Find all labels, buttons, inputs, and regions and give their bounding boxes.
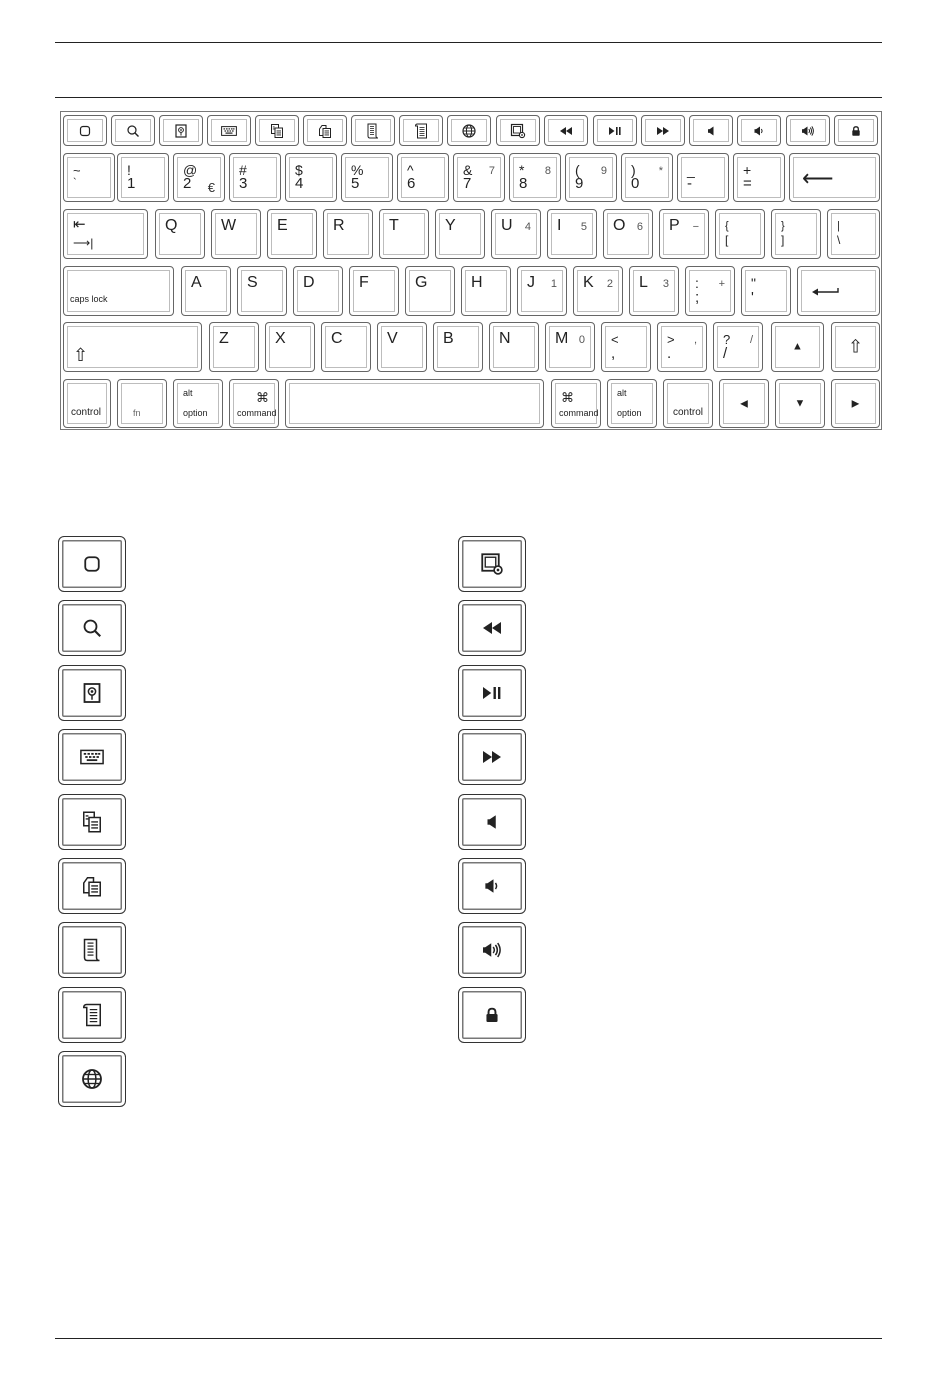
key-a[interactable]: [181, 266, 231, 316]
key-bottom-label: \: [837, 233, 841, 247]
return-arrow-icon: [812, 285, 840, 300]
key-bottom-label: -: [687, 175, 692, 192]
key-letter-label: U: [501, 217, 513, 234]
legend-volume-down-key: [458, 858, 526, 914]
key-letter-label: F: [359, 274, 369, 291]
fn-key-play-pause[interactable]: [593, 115, 637, 146]
key-s[interactable]: [237, 266, 287, 316]
key-k[interactable]: [573, 266, 623, 316]
key-semicolon[interactable]: [685, 266, 735, 316]
key-6[interactable]: [397, 153, 449, 202]
arrow-right-key[interactable]: [831, 379, 880, 428]
legend-play-pause-key: [458, 665, 526, 721]
legend-lock-key: [458, 987, 526, 1043]
header-rule: [55, 97, 882, 98]
home-icon: [86, 558, 98, 570]
key-bottom-label: =: [743, 175, 752, 192]
key-letter-label: G: [415, 274, 428, 291]
key-d[interactable]: [293, 266, 343, 316]
keyboard-icon: [221, 126, 237, 136]
right-control-key[interactable]: [663, 379, 713, 428]
key-bottom-label: 6: [407, 175, 416, 192]
key-bottom-label: /: [723, 345, 728, 362]
key-open-brace[interactable]: [715, 209, 765, 259]
key-9[interactable]: [565, 153, 617, 202]
fn-key-fast-forward[interactable]: [641, 115, 685, 146]
key-bottom-label: 2: [183, 175, 192, 192]
alt-label: alt: [617, 388, 627, 398]
globe-icon: [462, 124, 476, 138]
control-label: control: [673, 407, 704, 418]
command-icon: ⌘: [561, 390, 574, 405]
key-top-label: $: [295, 162, 303, 178]
key-bottom-label: 4: [295, 175, 304, 192]
key-bottom-label: .: [667, 345, 672, 362]
key-backtick[interactable]: [63, 153, 115, 202]
fn-key-search[interactable]: [111, 115, 155, 146]
fn-key-volume-up[interactable]: [786, 115, 830, 146]
key-letter-label: H: [471, 274, 483, 291]
select-icon: [415, 123, 428, 139]
key-top-label: +: [743, 162, 752, 178]
key-letter-label: Z: [219, 330, 229, 347]
volume-down-icon: [488, 882, 497, 891]
key-letter-label: X: [275, 330, 286, 347]
key-bottom-label: 0: [631, 175, 640, 192]
legend-settings-key: [458, 536, 526, 592]
key-top-label: @: [183, 162, 198, 178]
legend-paste-key: [58, 858, 126, 914]
arrow-left-key[interactable]: [719, 379, 769, 428]
fn-key-lock[interactable]: [834, 115, 878, 146]
fn-key-volume-down[interactable]: [737, 115, 781, 146]
caps-lock-key[interactable]: [63, 266, 174, 316]
control-label: control: [71, 407, 102, 418]
key-h[interactable]: [461, 266, 511, 316]
fn-key-slideshow[interactable]: [159, 115, 203, 146]
legend-rewind-key: [458, 600, 526, 656]
key-letter-label: Y: [445, 217, 456, 234]
key-letter-label: R: [333, 217, 345, 234]
key-c[interactable]: [321, 322, 371, 372]
right-shift-key[interactable]: [831, 322, 880, 372]
legend-cut-key: [58, 922, 126, 978]
fn-key-language[interactable]: [447, 115, 491, 146]
key-close-brace[interactable]: [771, 209, 821, 259]
search-icon: [86, 622, 99, 635]
copy-icon: [86, 815, 99, 830]
legend-copy-key: [58, 794, 126, 850]
key-bottom-label: 9: [575, 175, 584, 192]
command-label: command: [559, 408, 599, 418]
key-letter-label: A: [191, 274, 202, 291]
key-numpad-label: 3: [662, 278, 669, 290]
key-top-label: ": [751, 275, 756, 291]
key-7[interactable]: [453, 153, 505, 202]
fast-forward-icon: [486, 753, 498, 761]
key-5[interactable]: [341, 153, 393, 202]
top-rule: [55, 42, 882, 43]
key-letter-label: P: [669, 217, 680, 234]
key-letter-label: E: [277, 217, 288, 234]
arrow-right-icon: ▶: [851, 398, 860, 409]
key-letter-label: D: [303, 274, 315, 291]
space-bar[interactable]: [285, 379, 544, 428]
key-numpad-label: ,: [693, 334, 697, 346]
key-top-label: {: [725, 220, 729, 232]
key-letter-label: O: [613, 217, 626, 234]
fn-label: fn: [133, 408, 141, 418]
fn-key-mute[interactable]: [689, 115, 733, 146]
key-numpad-label: 1: [550, 278, 557, 290]
legend-home-key: [58, 536, 126, 592]
alt-label: alt: [183, 388, 193, 398]
tab-right-arrow-icon: ⟶|: [73, 236, 94, 250]
fn-key-copy[interactable]: [255, 115, 299, 146]
settings-icon: [511, 123, 526, 138]
key-q[interactable]: [155, 209, 205, 259]
key-v[interactable]: [377, 322, 427, 372]
key-bottom-label: `: [73, 177, 77, 189]
key-numpad-label: *: [658, 165, 663, 177]
key-letter-label: B: [443, 330, 454, 347]
legend-mute-key: [458, 794, 526, 850]
rewind-icon: [560, 127, 572, 135]
key-y[interactable]: [435, 209, 485, 259]
backspace-key[interactable]: [789, 153, 880, 202]
arrow-left-icon: ◀: [740, 398, 748, 409]
copy-icon: [271, 123, 284, 138]
key-top-label: _: [687, 162, 695, 178]
key-top-label: &: [463, 162, 473, 178]
key-w[interactable]: [211, 209, 261, 259]
caps-lock-label: caps lock: [70, 294, 108, 304]
key-letter-label: N: [499, 330, 511, 347]
tab-left-arrow-icon: ⇤: [73, 216, 86, 233]
key-numpad-label: /: [749, 334, 753, 346]
key-numpad-label: 0: [578, 334, 585, 346]
key-numpad-label: 7: [488, 165, 495, 177]
fast-forward-icon: [657, 127, 669, 135]
key-quote[interactable]: [741, 266, 791, 316]
key-bottom-label: ': [751, 289, 754, 306]
key-numpad-label: €: [207, 180, 215, 195]
key-m[interactable]: [545, 322, 595, 372]
key-l[interactable]: [629, 266, 679, 316]
right-option-key[interactable]: [607, 379, 657, 428]
key-top-label: *: [519, 162, 525, 178]
left-option-key[interactable]: [173, 379, 223, 428]
cut-icon: [367, 123, 379, 139]
key-p[interactable]: [659, 209, 709, 259]
key-numpad-label: 9: [600, 165, 607, 177]
command-label: command: [237, 408, 277, 418]
key-4[interactable]: [285, 153, 337, 202]
key-letter-label: Q: [165, 217, 178, 234]
key-letter-label: K: [583, 274, 594, 291]
shift-icon: ⇧: [73, 345, 89, 365]
volume-down-icon: [755, 126, 764, 135]
key-bottom-label: [: [725, 233, 729, 247]
key-slash[interactable]: [713, 322, 763, 372]
key-bottom-label: ]: [781, 233, 785, 247]
rewind-icon: [486, 624, 498, 632]
key-letter-label: S: [247, 274, 258, 291]
settings-icon: [485, 557, 500, 572]
key-top-label: #: [239, 162, 247, 178]
key-letter-label: V: [387, 330, 398, 347]
key-bottom-label: 8: [519, 175, 528, 192]
fn-key-cut[interactable]: [351, 115, 395, 146]
key-b[interactable]: [433, 322, 483, 372]
left-control-key[interactable]: [63, 379, 111, 428]
key-letter-label: J: [527, 274, 535, 291]
arrow-up-key[interactable]: [771, 322, 824, 372]
return-key[interactable]: [797, 266, 880, 316]
key-pipe[interactable]: [827, 209, 880, 259]
key-top-label: ?: [723, 332, 731, 347]
key-3[interactable]: [229, 153, 281, 202]
mute-icon: [708, 126, 714, 135]
option-label: option: [617, 408, 642, 418]
key-numpad-label: 8: [544, 165, 551, 177]
key-f[interactable]: [349, 266, 399, 316]
key-top-label: !: [127, 162, 131, 178]
key-numpad-label: 6: [636, 221, 643, 233]
legend-search-key: [58, 600, 126, 656]
fn-key-home[interactable]: [63, 115, 107, 146]
key-numpad-label: −: [692, 221, 699, 233]
key-bottom-label: 5: [351, 175, 360, 192]
key-top-label: (: [575, 162, 580, 178]
globe-icon: [85, 1072, 99, 1086]
play-pause-icon: [486, 689, 498, 697]
key-r[interactable]: [323, 209, 373, 259]
keyboard-icon: [84, 752, 100, 762]
key-j[interactable]: [517, 266, 567, 316]
left-shift-key[interactable]: [63, 322, 202, 372]
key-period[interactable]: [657, 322, 707, 372]
key-x[interactable]: [265, 322, 315, 372]
slideshow-icon: [86, 686, 98, 700]
key-z[interactable]: [209, 322, 259, 372]
legend-keyboard-key: [58, 729, 126, 785]
legend-fast-forward-key: [458, 729, 526, 785]
mute-icon: [489, 818, 495, 827]
key-0[interactable]: [621, 153, 673, 202]
key-top-label: |: [837, 220, 840, 232]
key-top-label: :: [695, 275, 699, 291]
keyboard-diagram: [60, 111, 882, 430]
home-icon: [79, 125, 91, 137]
command-icon: ⌘: [256, 390, 269, 405]
key-minus[interactable]: [677, 153, 729, 202]
lock-icon: [852, 126, 861, 136]
left-command-key[interactable]: [229, 379, 279, 428]
search-icon: [127, 124, 140, 137]
key-top-label: <: [611, 332, 619, 347]
right-command-key[interactable]: [551, 379, 601, 428]
legend-select-key: [58, 987, 126, 1043]
key-bottom-label: ;: [695, 289, 700, 306]
arrow-down-icon: ▼: [794, 397, 806, 409]
key-top-label: ~: [73, 163, 81, 178]
key-numpad-label: 2: [606, 278, 613, 290]
fn-key-select[interactable]: [399, 115, 443, 146]
legend-globe-key: [58, 1051, 126, 1107]
key-bottom-label: 1: [127, 175, 136, 192]
fn-key-keyboard[interactable]: [207, 115, 251, 146]
key-bottom-label: 3: [239, 175, 248, 192]
shift-icon: ⇧: [847, 336, 864, 357]
key-8[interactable]: [509, 153, 561, 202]
key-g[interactable]: [405, 266, 455, 316]
key-letter-label: M: [555, 330, 569, 347]
volume-up-icon: [802, 126, 814, 136]
cut-icon: [86, 942, 98, 958]
paste-icon: [318, 123, 332, 138]
arrow-down-key[interactable]: [775, 379, 825, 428]
paste-icon: [85, 879, 99, 894]
legend-volume-up-key: [458, 922, 526, 978]
key-letter-label: C: [331, 330, 343, 347]
legend-slideshow-key: [58, 665, 126, 721]
key-o[interactable]: [603, 209, 653, 259]
volume-up-icon: [486, 945, 498, 955]
fn-key-paste[interactable]: [303, 115, 347, 146]
key-i[interactable]: [547, 209, 597, 259]
key-letter-label: I: [557, 217, 562, 234]
key-top-label: %: [351, 162, 364, 178]
key-letter-label: T: [389, 217, 399, 234]
play-pause-icon: [609, 127, 621, 135]
key-numpad-label: +: [718, 278, 725, 290]
key-numpad-label: 4: [524, 221, 531, 233]
key-bottom-label: ,: [611, 345, 616, 362]
lock-icon: [488, 1010, 497, 1020]
key-2[interactable]: [173, 153, 225, 202]
key-equals[interactable]: [733, 153, 785, 202]
key-top-label: >: [667, 332, 675, 347]
slideshow-icon: [175, 124, 187, 138]
fn-key-settings[interactable]: [496, 115, 540, 146]
fn-key[interactable]: [117, 379, 167, 428]
key-letter-label: W: [221, 217, 237, 234]
key-top-label: ): [631, 162, 636, 178]
key-top-label: ^: [407, 162, 414, 178]
select-icon: [86, 1007, 99, 1023]
key-letter-label: L: [639, 274, 648, 291]
tab-key[interactable]: [63, 209, 148, 259]
key-e[interactable]: [267, 209, 317, 259]
option-label: option: [183, 408, 208, 418]
key-1[interactable]: [117, 153, 169, 202]
key-u[interactable]: [491, 209, 541, 259]
fn-key-rewind[interactable]: [544, 115, 588, 146]
backspace-arrow-icon: ⟵: [802, 165, 834, 190]
key-top-label: }: [781, 220, 785, 232]
key-bottom-label: 7: [463, 175, 472, 192]
key-numpad-label: 5: [580, 221, 587, 233]
key-t[interactable]: [379, 209, 429, 259]
key-comma[interactable]: [601, 322, 651, 372]
key-n[interactable]: [489, 322, 539, 372]
footer-rule: [55, 1338, 882, 1339]
arrow-up-icon: ▲: [792, 340, 803, 353]
